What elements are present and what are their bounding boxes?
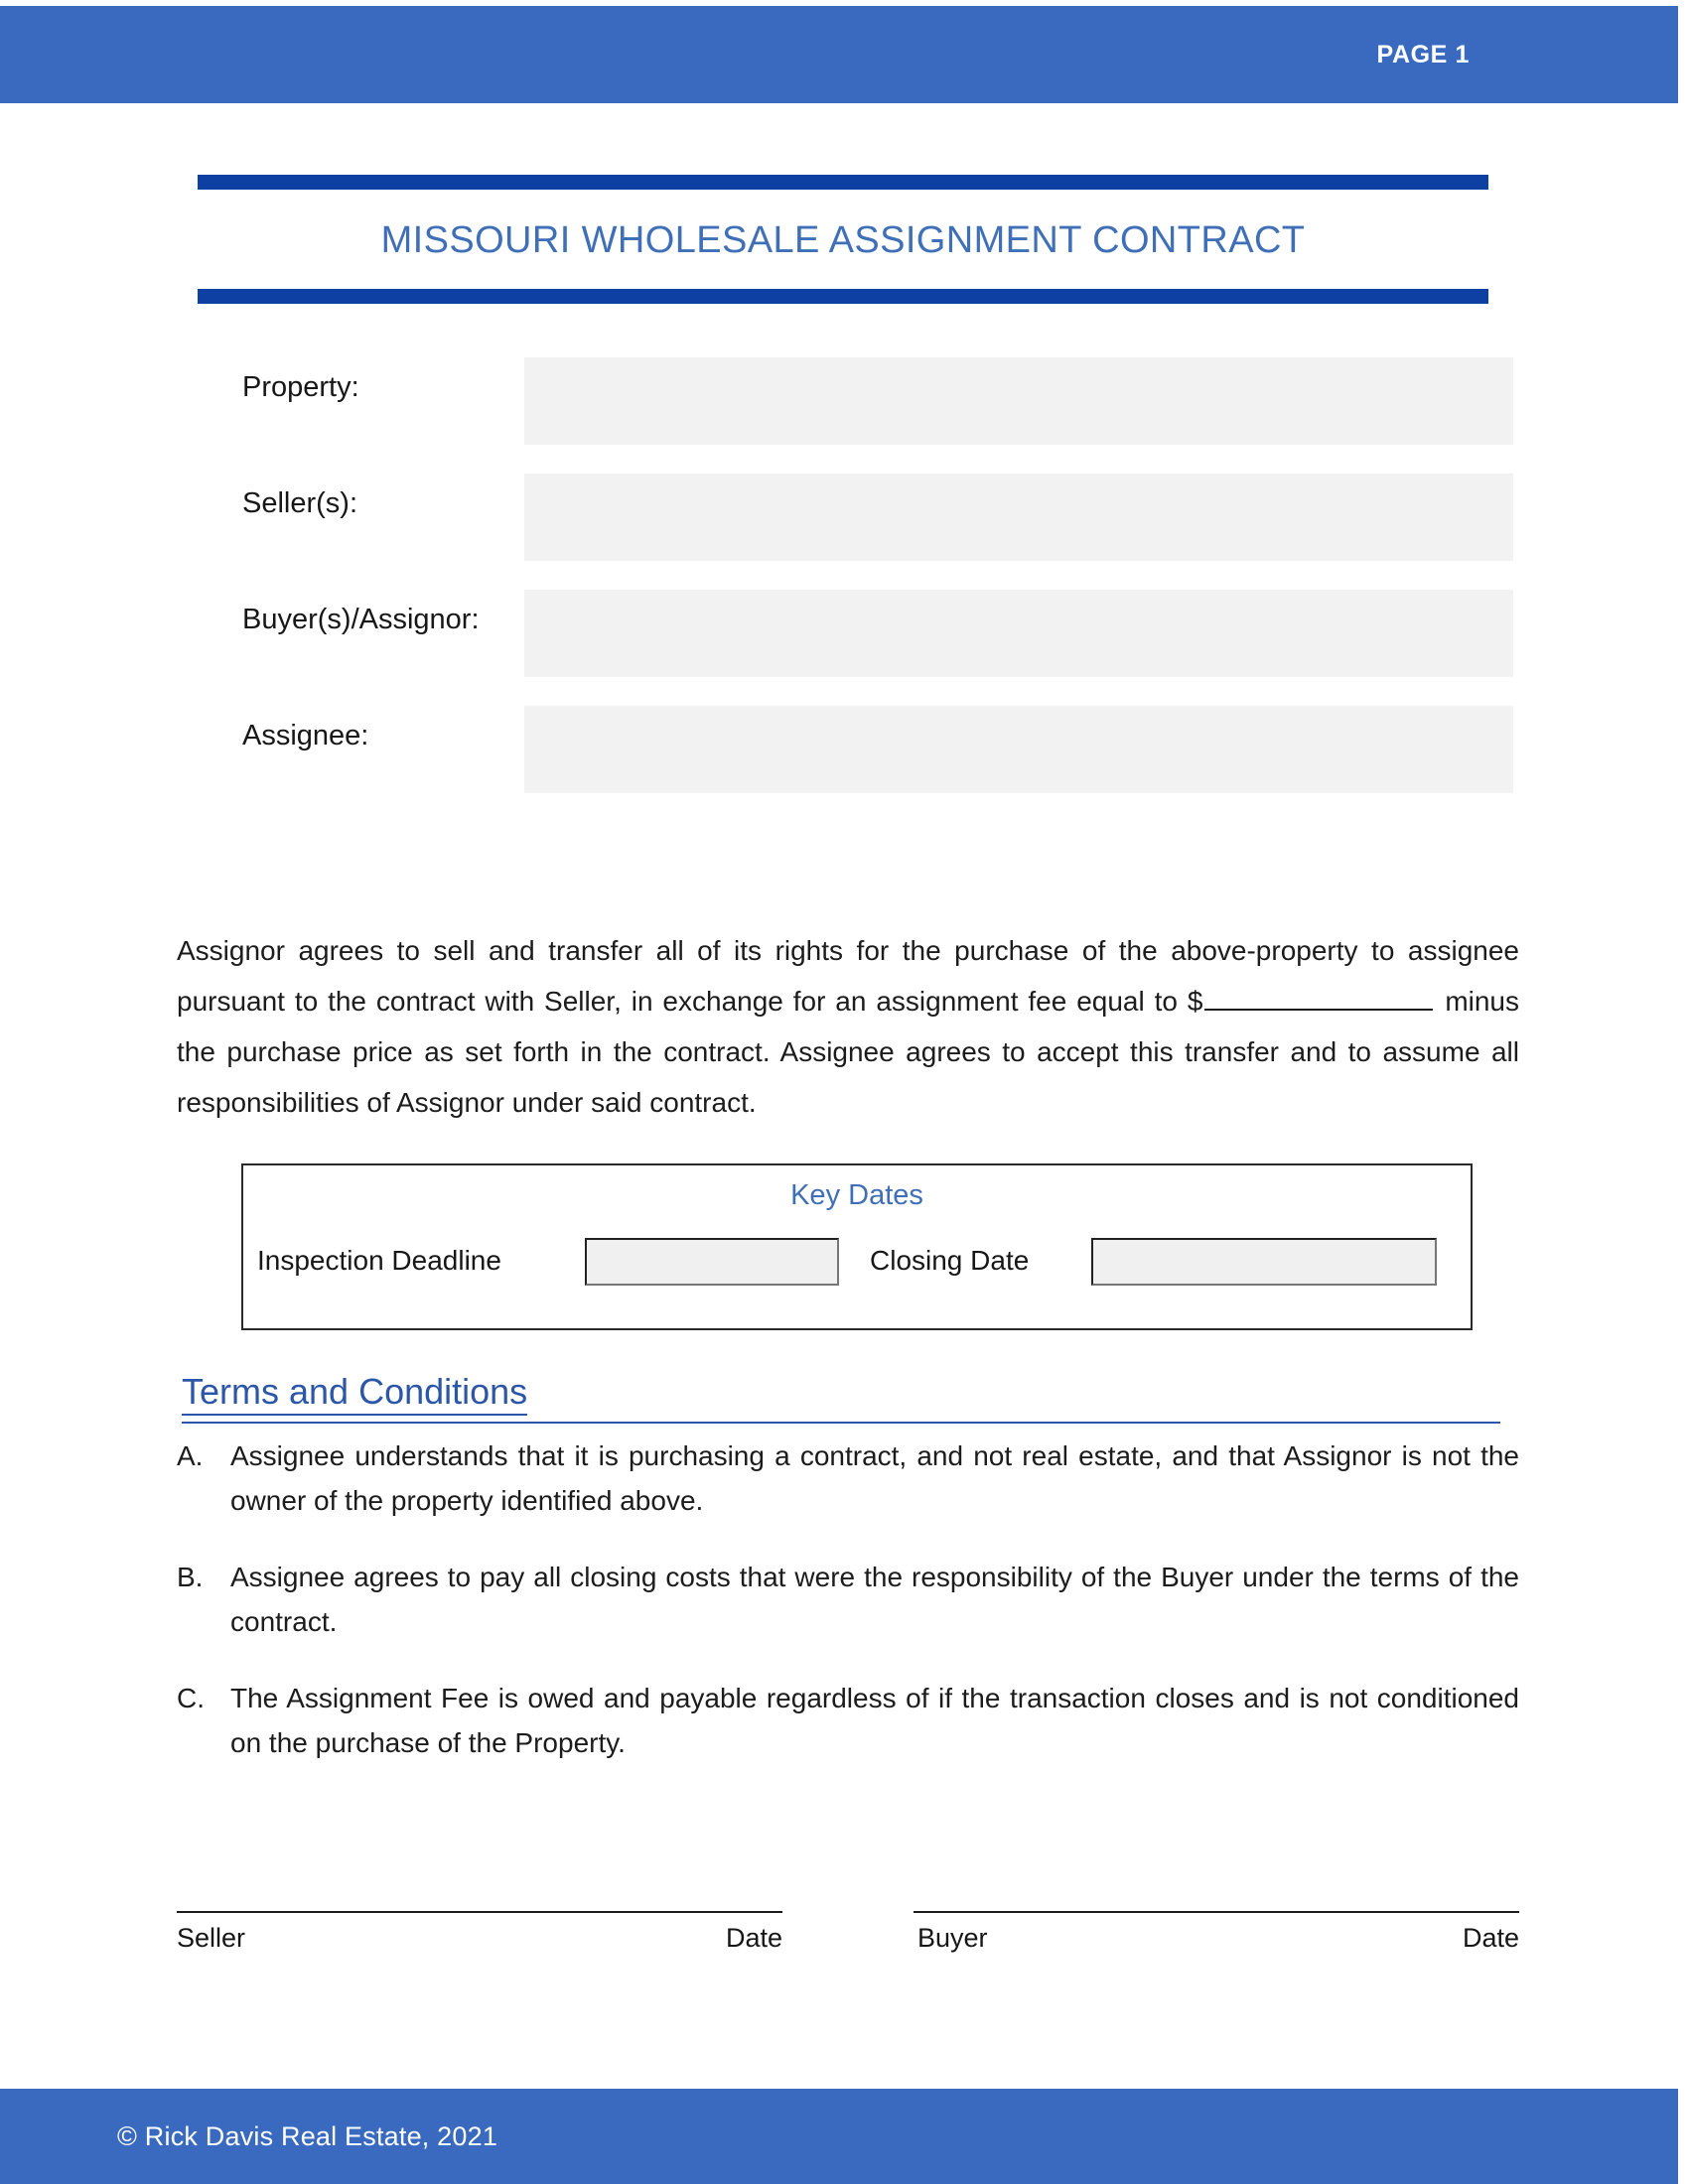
- form-row-property: [198, 353, 1518, 470]
- term-marker-c: C.: [177, 1683, 205, 1713]
- title-rule-top: [198, 175, 1488, 190]
- form-row-seller: [198, 470, 1518, 586]
- title-rule-bottom: [198, 289, 1488, 304]
- signature-column-seller: [177, 1911, 782, 1954]
- assignment-clause-text-2: minus the purchase price as set forth in the contract. Assignee agrees to accept this transfer and to assume all responsibilities of Assignor under said contract.: [177, 986, 1520, 1118]
- term-text-b: Assignee agrees to pay all closing costs that were the responsibility of the Buyer under the terms of the contract.: [230, 1562, 1519, 1637]
- assignee-label: Assignee:: [242, 720, 369, 751]
- closing-date-label: Closing Date: [870, 1245, 1030, 1276]
- inspection-deadline-input[interactable]: [585, 1238, 839, 1286]
- terms-heading-block: [182, 1372, 1500, 1424]
- property-label: Property:: [242, 371, 359, 403]
- document-title-block: [198, 175, 1488, 304]
- copyright-text: © Rick Davis Real Estate, 2021: [117, 2120, 498, 2151]
- term-item-a: [177, 1433, 1519, 1523]
- term-text-c: The Assignment Fee is owed and payable regardless of if the transaction closes and is not conditioned on the purchase of the Property.: [230, 1683, 1519, 1758]
- buyer-date-label: Date: [1462, 1923, 1519, 1953]
- inspection-deadline-label: Inspection Deadline: [257, 1245, 501, 1276]
- page-footer-banner: [0, 2089, 1678, 2184]
- buyer-signature-label: Buyer: [917, 1923, 988, 1953]
- closing-date-input[interactable]: [1091, 1238, 1437, 1286]
- seller-date-label: Date: [725, 1923, 782, 1953]
- key-dates-title: Key Dates: [790, 1179, 923, 1211]
- seller-signature-labels: [177, 1913, 782, 1954]
- form-row-assignee: [198, 702, 1518, 818]
- page-title: MISSOURI WHOLESALE ASSIGNMENT CONTRACT: [380, 219, 1306, 261]
- buyer-assignor-input[interactable]: [524, 590, 1513, 677]
- buyer-assignor-label: Buyer(s)/Assignor:: [242, 604, 480, 635]
- seller-signature-label: Seller: [177, 1923, 246, 1953]
- page-header-banner: [0, 6, 1678, 103]
- party-fields-section: [198, 353, 1518, 818]
- page-number-label: PAGE 1: [1376, 40, 1470, 68]
- key-dates-row: [243, 1240, 1471, 1292]
- term-marker-b: B.: [177, 1562, 204, 1592]
- term-marker-a: A.: [177, 1440, 204, 1471]
- property-input[interactable]: [524, 357, 1513, 445]
- terms-and-conditions-heading: Terms and Conditions: [182, 1372, 527, 1416]
- terms-list: [177, 1433, 1519, 1797]
- key-dates-box: [241, 1163, 1473, 1330]
- seller-label: Seller(s):: [242, 487, 358, 519]
- seller-input[interactable]: [524, 474, 1513, 561]
- form-row-buyer-assignor: [198, 586, 1518, 702]
- assignment-clause-text-1: Assignor agrees to sell and transfer all of its rights for the purchase of the above-property to assignee pursuant to the contract with Seller, in exchange for an assignment fee equal to $: [177, 935, 1519, 1017]
- signature-block: [177, 1911, 1519, 1954]
- assignment-fee-blank[interactable]: [1204, 983, 1433, 1011]
- term-text-a: Assignee understands that it is purchasing a contract, and not real estate, and that Assignor is not the owner of the property identified above.: [230, 1440, 1519, 1516]
- term-item-c: [177, 1676, 1519, 1765]
- assignment-clause-paragraph: [177, 925, 1519, 1128]
- signature-column-buyer: [914, 1911, 1519, 1954]
- term-item-b: [177, 1555, 1519, 1644]
- assignee-input[interactable]: [524, 706, 1513, 793]
- terms-heading-underline: [182, 1422, 1500, 1424]
- buyer-signature-labels: [914, 1913, 1519, 1954]
